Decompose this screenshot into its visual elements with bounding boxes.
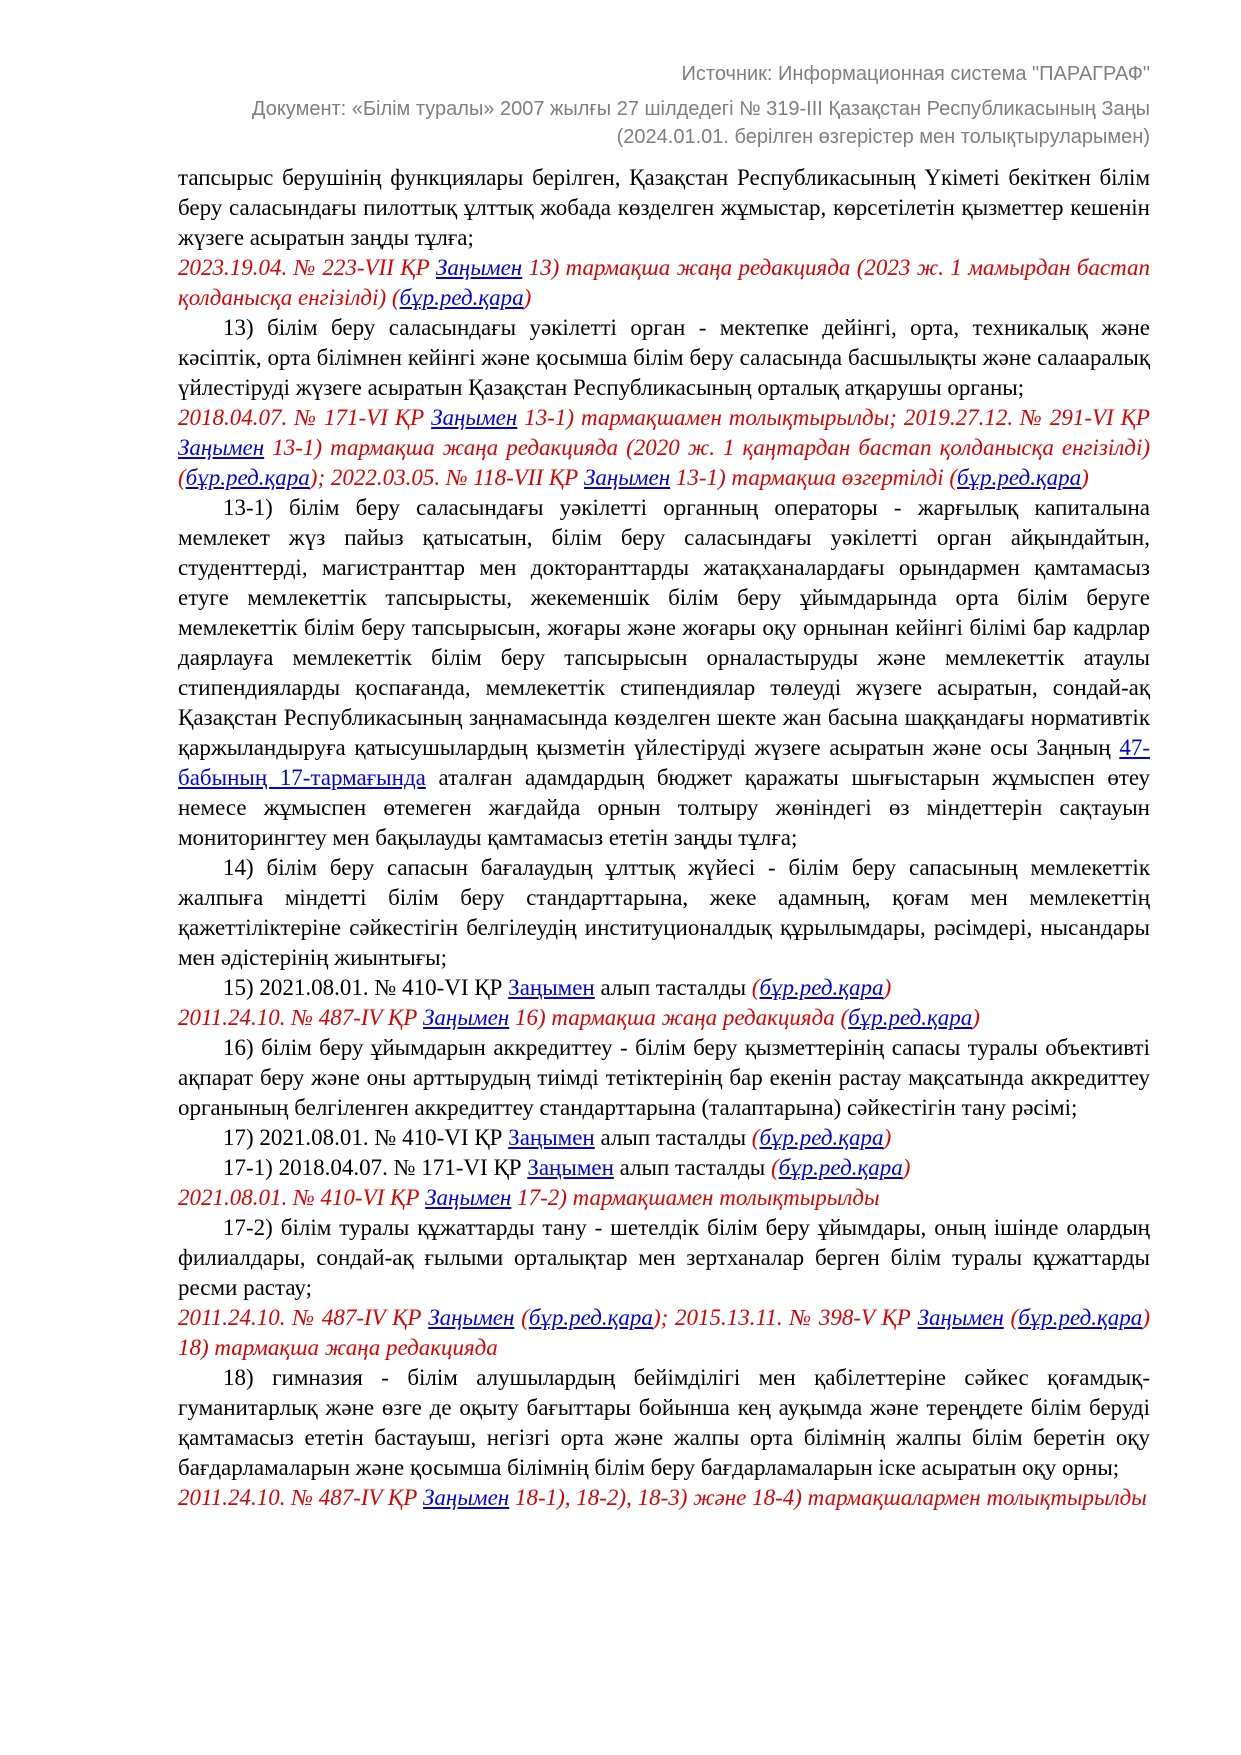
- amendment-text: 2018.04.07. № 171-VI ҚР: [178, 405, 432, 430]
- law-link[interactable]: Заңымен: [583, 465, 671, 490]
- previous-edition-link[interactable]: бұр.ред.қара: [957, 465, 1082, 490]
- amendment-text: 2011.24.10. № 487-IV ҚР: [178, 1485, 424, 1510]
- paragraph-text: 14) білім беру сапасын бағалаудың ұлттық жүйесі - білім беру сапасының мемлекеттік жалпыға міндетті білім беру стандарттарына, жеке адамның, қоғам мен мемлекеттің қажеттіліктеріне сәйкестігін белгілеудің институционалдық құрылымдары, рәсімдері, нысандары мен әдістерінің жиынтығы;: [178, 855, 1150, 970]
- amendment-text: ); 2022.03.05. № 118-VII ҚР: [309, 465, 584, 490]
- amendment-text: 17-2) тармақшамен толықтырылды: [511, 1185, 880, 1210]
- law-link[interactable]: Заңымен: [178, 435, 265, 460]
- law-link[interactable]: Заңымен: [423, 1485, 510, 1510]
- law-link[interactable]: Заңымен: [425, 1185, 512, 1210]
- law-link[interactable]: Заңымен: [527, 1155, 614, 1180]
- law-link[interactable]: Заңымен: [436, 255, 523, 280]
- body-paragraph: [178, 973, 1150, 1003]
- paragraph-text: алып тасталды: [594, 975, 752, 1000]
- amendment-text: 2011.24.10. № 487-IV ҚР: [178, 1305, 429, 1330]
- body-paragraph: [178, 163, 1150, 253]
- body-paragraph: [178, 1033, 1150, 1123]
- source-attribution: Источник: Информационная система "ПАРАГРАФ": [681, 63, 1150, 85]
- amendment-note-paragraph: [178, 253, 1150, 313]
- paragraph-text: 17-1) 2018.04.07. № 171-VI ҚР: [223, 1155, 528, 1180]
- previous-edition-link[interactable]: бұр.ред.қара: [848, 1005, 973, 1030]
- paragraph-text: 13) білім беру саласындағы уәкілетті орган - мектепке дейінгі, орта, техникалық және кәсіптік, орта білімнен кейінгі және қосымша білім беру саласында басшылықты және салааралық үйлестіруді жүзеге асыратын Қазақстан Республикасының орталық атқарушы органы;: [178, 315, 1150, 400]
- amendment-text: 18-1), 18-2), 18-3) және 18-4) тармақшалармен толықтырылды: [509, 1485, 1147, 1510]
- previous-edition-link[interactable]: бұр.ред.қара: [759, 975, 884, 1000]
- paragraph-text: 15) 2021.08.01. № 410-VI ҚР: [223, 975, 509, 1000]
- amendment-text: 2021.08.01. № 410-VI ҚР: [178, 1185, 426, 1210]
- previous-edition-link[interactable]: бұр.ред.қара: [528, 1305, 653, 1330]
- paragraph-text: алып тасталды: [613, 1155, 771, 1180]
- amendment-text: (: [751, 975, 760, 1000]
- amendment-text: 2011.24.10. № 487-IV ҚР: [178, 1005, 424, 1030]
- paragraph-text: 17-2) білім туралы құжаттарды тану - шетелдік білім беру ұйымдары, оның ішінде олардың филиалдары, сондай-ақ ғылыми орталықтар мен зертханалар берген білім туралы құжаттарды ресми растау;: [178, 1215, 1150, 1300]
- amendment-text: ): [523, 285, 532, 310]
- amendment-note-paragraph: [178, 1483, 1150, 1513]
- law-link[interactable]: Заңымен: [917, 1305, 1004, 1330]
- body-paragraph: [178, 1363, 1150, 1483]
- amendment-text: (: [514, 1305, 529, 1330]
- previous-edition-link[interactable]: бұр.ред.қара: [778, 1155, 903, 1180]
- body-paragraph: [178, 1213, 1150, 1303]
- amendment-note-paragraph: [178, 1183, 1150, 1213]
- previous-edition-link[interactable]: бұр.ред.қара: [1018, 1305, 1143, 1330]
- amendment-text: 13-1) тармақша жаңа редакцияда (2020 ж. 1 қаңтардан бастап қолданысқа енгізілді) (: [178, 435, 1150, 490]
- body-paragraph: [178, 1123, 1150, 1153]
- law-link[interactable]: Заңымен: [428, 1305, 515, 1330]
- amendment-text: 13-1) тармақшамен толықтырылды; 2019.27.12. № 291-VI ҚР: [517, 405, 1150, 430]
- revision-note: (2024.01.01. берілген өзгерістер мен толықтыруларымен): [616, 126, 1150, 148]
- amendment-text: ): [883, 1125, 892, 1150]
- amendment-text: (: [770, 1155, 779, 1180]
- article-47-paragraph-17-link[interactable]: 47-бабының 17-тармағында: [178, 735, 1150, 790]
- paragraph-text: тапсырыс берушінің функциялары берілген, Қазақстан Республикасының Үкіметі бекіткен білім беру саласындағы пилоттық ұлттық жобада көзделген жұмыстар, көрсетілетін қызметтер кешенін жүзеге асыратын заңды тұлға;: [178, 165, 1150, 250]
- amendment-note-paragraph: [178, 1003, 1150, 1033]
- paragraph-text: 13-1) білім беру саласындағы уәкілетті органның операторы - жарғылық капиталына мемлекет жүз пайыз қатысатын, білім беру саласындағы уәкілетті орган айқындайтын, студенттерді, магистранттар мен докторанттарды жатақханалардағы орындармен қамтамасыз етуге мемлекеттік тапсырысты, жекеменшік білім беру ұйымдарында орта білім беруге мемлекеттік білім беру тапсырысын, жоғары және жоғары оқу орнынан кейінгі білімі бар кадрлар даярлауға мемлекеттік білім беру тапсырысын орналастыруды және мемлекеттік атаулы стипендияларды қоспағанда, мемлекеттік стипендиялар төлеуді жүзеге асыратын, сондай-ақ Қазақстан Республикасының заңнамасында көзделген шекте жан басына шаққандағы нормативтік қаржыландыруға қатысушылардың қызметін үйлестіруді жүзеге асыратын және осы Заңның: [178, 495, 1150, 760]
- previous-edition-link[interactable]: бұр.ред.қара: [185, 465, 310, 490]
- amendment-text: ): [972, 1005, 980, 1030]
- paragraph-text: алып тасталды: [594, 1125, 752, 1150]
- amendment-text: 16) тармақша жаңа редакцияда (: [509, 1005, 849, 1030]
- amendment-text: ) 18) тармақша жаңа редакцияда: [178, 1305, 1150, 1360]
- previous-edition-link[interactable]: бұр.ред.қара: [399, 285, 524, 310]
- body-paragraph: [178, 493, 1150, 853]
- body-paragraph: [178, 853, 1150, 973]
- amendment-text: ); 2015.13.11. № 398-V ҚР: [652, 1305, 918, 1330]
- document-text: [178, 163, 1150, 1513]
- previous-edition-link[interactable]: бұр.ред.қара: [759, 1125, 884, 1150]
- amendment-text: (: [751, 1125, 760, 1150]
- paragraph-text: 16) білім беру ұйымдарын аккредиттеу - білім беру қызметтерінің сапасы туралы объективті ақпарат беру және оны арттырудың тиімді тетіктерінің бар екенін растау мақсатында аккредиттеу органының белгіленген аккредиттеу стандарттарына (талаптарына) сәйкестігін тану рәсімі;: [178, 1035, 1150, 1120]
- document-title: Документ: «Білім туралы» 2007 жылғы 27 шілдедегі № 319-III Қазақстан Республикасының Заңы: [251, 98, 1150, 120]
- paragraph-text: 17) 2021.08.01. № 410-VI ҚР: [223, 1125, 509, 1150]
- paragraph-text: аталған адамдардың бюджет қаражаты шығыстарын жұмыспен өтеу немесе жұмыспен өтемеген жағдайда орнын толтыру жөніндегі өз міндеттерін сақтауын мониторингтеу мен бақылауды қамтамасыз ететін заңды тұлға;: [178, 765, 1151, 850]
- body-paragraph: [178, 1153, 1150, 1183]
- amendment-text: (: [1003, 1305, 1019, 1330]
- amendment-text: 2023.19.04. № 223-VII ҚР: [178, 255, 437, 280]
- law-link[interactable]: Заңымен: [508, 975, 595, 1000]
- amendment-text: ): [902, 1155, 911, 1180]
- amendment-text: 13-1) тармақша өзгертілді (: [670, 465, 958, 490]
- amendment-text: ): [1081, 465, 1089, 490]
- amendment-note-paragraph: [178, 1303, 1150, 1363]
- amendment-text: 13) тармақша жаңа редакцияда (2023 ж. 1 мамырдан бастап қолданысқа енгізілді) (: [178, 255, 1150, 310]
- amendment-text: ): [883, 975, 892, 1000]
- law-link[interactable]: Заңымен: [508, 1125, 595, 1150]
- paragraph-text: 18) гимназия - білім алушылардың бейімділігі мен қабілеттеріне сәйкес қоғамдық-гуманитарлық және өзге де оқыту бағыттары бойынша кең ауқымда және тереңдете білім беруді қамтамасыз ететін бастауыш, негізгі орта және жалпы орта білімнің жалпы білім беретін оқу бағдарламаларын және қосымша білімнің білім беру бағдарламаларын іске асыратын оқу орны;: [178, 1365, 1150, 1480]
- body-paragraph: [178, 313, 1150, 403]
- law-link[interactable]: Заңымен: [431, 405, 518, 430]
- law-link[interactable]: Заңымен: [423, 1005, 510, 1030]
- document-header: [178, 60, 1150, 151]
- amendment-note-paragraph: [178, 403, 1150, 493]
